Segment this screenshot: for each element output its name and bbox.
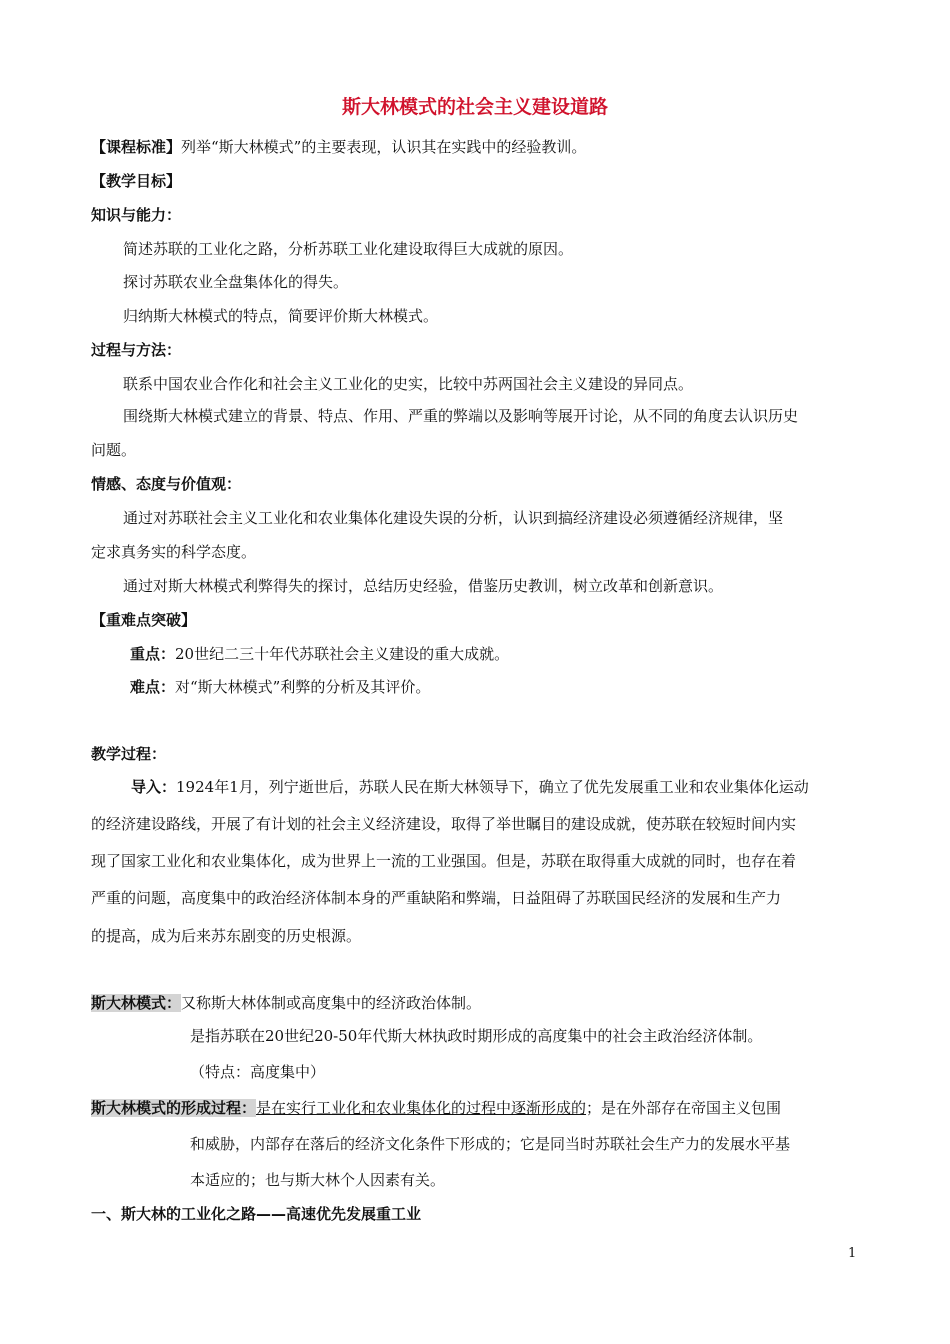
section-heading: 一、斯大林的工业化之路——高速优先发展重工业 [91,1205,422,1223]
curriculum-label: 【课程标准】 [91,138,182,156]
teaching-process-heading: 教学过程： [91,745,167,763]
intro-line: 严重的问题，高度集中的政治经济体制本身的严重缺陷和弊端，日益阻碍了苏联国民经济的发展和生产力 [91,889,782,907]
stalin-model-text: 是指苏联在20世纪20-50年代斯大林执政时期形成的高度集中的社会主政治经济体制。 [190,1027,763,1045]
formation-text: 和威胁，内部存在落后的经济文化条件下形成的；它是同当时苏联社会生产力的发展水平基 [190,1135,791,1153]
key-point-label: 重点： [130,645,176,663]
formation-underlined: 是在实行工业化和农业集体化的过程中逐渐形成的 [256,1099,587,1117]
emotion-paragraph-cont: 定求真务实的科学态度。 [91,543,257,561]
difficult-point-label: 难点： [130,678,176,696]
formation-label: 斯大林模式的形成过程： [91,1099,257,1117]
stalin-model-definition [91,993,481,1013]
intro-line: 的提高，成为后来苏东剧变的历史根源。 [91,927,362,945]
page-title: 斯大林模式的社会主义建设道路 [341,96,608,118]
formation-text: 本适应的；也与斯大林个人因素有关。 [190,1171,446,1189]
stalin-model-text: 又称斯大林体制或高度集中的经济政治体制。 [181,994,482,1012]
emotion-paragraph: 通过对斯大林模式利弊得失的探讨，总结历史经验，借鉴历史教训，树立改革和创新意识。 [123,577,724,595]
emotion-paragraph: 通过对苏联社会主义工业化和农业集体化建设失误的分析，认识到搞经济建设必须遵循经济规律，坚 [123,509,784,527]
formation-process [91,1098,781,1118]
knowledge-item: 探讨苏联农业全盘集体化的得失。 [123,273,349,291]
intro-label: 导入： [131,778,177,796]
intro-line: 的经济建设路线，开展了有计划的社会主义经济建设，取得了举世瞩目的建设成就，使苏联在较短时间内实 [91,815,797,833]
goals-heading: 【教学目标】 [91,172,182,190]
difficult-point [130,677,430,697]
key-difficult-heading: 【重难点突破】 [91,611,197,629]
knowledge-heading: 知识与能力： [91,206,182,224]
key-point-text: 20世纪二三十年代苏联社会主义建设的重大成就。 [175,645,510,663]
process-method-heading: 过程与方法： [91,341,182,359]
key-point [130,644,509,664]
emotion-heading: 情感、态度与价值观： [91,475,242,493]
curriculum-text: 列举“斯大林模式”的主要表现，认识其在实践中的经验教训。 [181,138,587,156]
knowledge-item: 简述苏联的工业化之路，分析苏联工业化建设取得巨大成就的原因。 [123,240,574,258]
intro-line: 现了国家工业化和农业集体化，成为世界上一流的工业强国。但是，苏联在取得重大成就的同时，也存在着 [91,852,797,870]
stalin-model-feature: （特点：高度集中） [190,1063,326,1081]
process-paragraph: 联系中国农业合作化和社会主义工业化的史实，比较中苏两国社会主义建设的异同点。 [123,375,694,393]
intro-line [131,777,809,797]
process-paragraph-cont: 问题。 [91,441,137,459]
difficult-point-text: 对“斯大林模式”利弊的分析及其评价。 [175,678,431,696]
formation-text: ；是在外部存在帝国主义包围 [586,1099,782,1117]
stalin-model-label: 斯大林模式： [91,994,182,1012]
process-paragraph: 围绕斯大林模式建立的背景、特点、作用、严重的弊端以及影响等展开讨论，从不同的角度去认识历史 [123,407,799,425]
curriculum-standard [91,137,586,157]
knowledge-item: 归纳斯大林模式的特点，简要评价斯大林模式。 [123,307,439,325]
intro-text: 1924年1月，列宁逝世后，苏联人民在斯大林领导下，确立了优先发展重工业和农业集体化运动 [176,778,809,796]
page-number: 1 [848,1246,857,1261]
